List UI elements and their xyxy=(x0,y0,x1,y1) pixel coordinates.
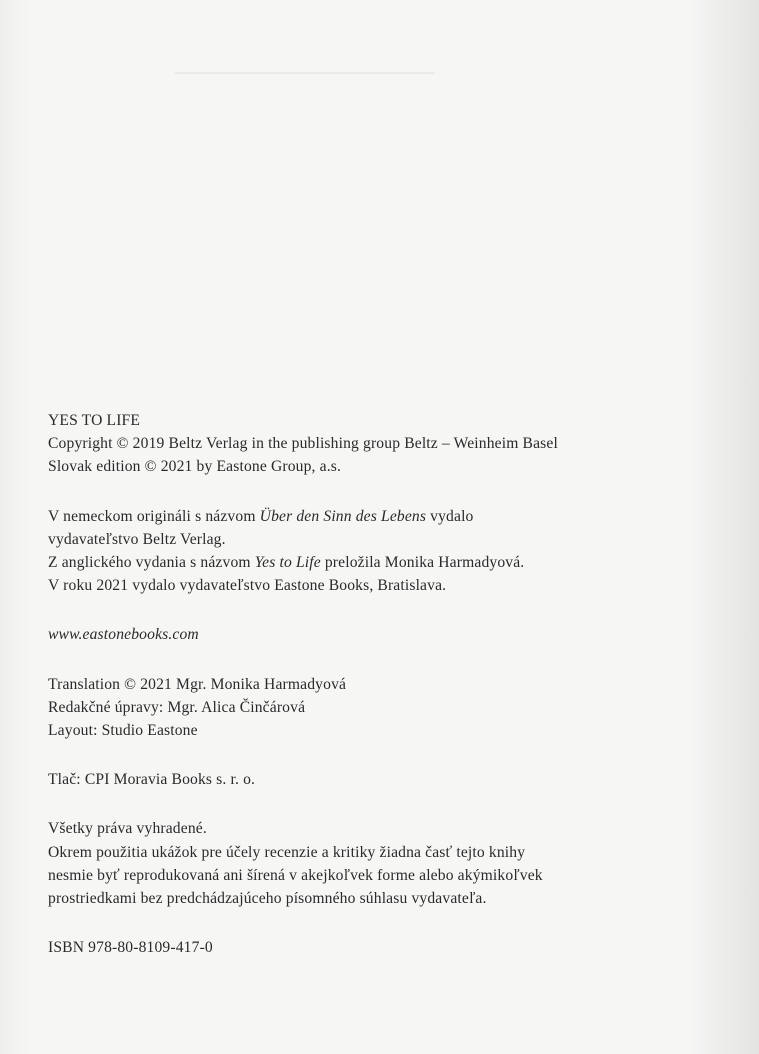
copyright-original: Copyright © 2019 Beltz Verlag in the publishing group Beltz – Weinheim Basel xyxy=(48,435,558,453)
website-link[interactable]: www.eastonebooks.com xyxy=(48,626,199,644)
editing-credit: Redakčné úpravy: Mgr. Alica Činčárová xyxy=(48,698,306,716)
original-suffix: vydalo xyxy=(426,507,474,525)
page-edge-shadow-left xyxy=(0,0,30,1054)
translation-source-line xyxy=(48,551,728,574)
translation-prefix: Z anglického vydania s názvom xyxy=(48,554,255,572)
spacer xyxy=(48,597,728,623)
publication-line: V roku 2021 vydalo vydavateľstvo Eastone Books, Bratislava. xyxy=(48,577,447,595)
bleed-through-rule xyxy=(175,72,435,74)
translation-suffix: preložila Monika Harmadyová. xyxy=(320,554,525,572)
spacer xyxy=(48,479,728,505)
original-publisher: vydavateľstvo Beltz Verlag. xyxy=(48,530,226,548)
spacer xyxy=(48,910,728,936)
colophon xyxy=(48,409,728,959)
translation-credit: Translation © 2021 Mgr. Monika Harmadyová xyxy=(48,675,347,693)
spacer xyxy=(48,791,728,817)
original-title: Über den Sinn des Lebens xyxy=(259,507,427,525)
original-prefix: V nemeckom origináli s názvom xyxy=(48,507,260,525)
bleed-through-title xyxy=(170,120,610,194)
copyright-slovak: Slovak edition © 2021 by Eastone Group, a.s. xyxy=(48,458,342,476)
original-edition-line xyxy=(48,505,728,528)
translation-title: Yes to Life xyxy=(254,554,321,572)
rights-text-line-2: nesmie byť reprodukovaná ani šírená v akejkoľvek forme alebo akýmikoľvek xyxy=(48,866,543,884)
rights-text-line-3: prostriedkami bez predchádzajúceho písomného súhlasu vydavateľa. xyxy=(48,890,487,908)
rights-text-line-1: Okrem použitia ukážok pre účely recenzie a kritiky žiadna časť tejto knihy xyxy=(48,843,526,861)
spacer xyxy=(48,647,728,673)
book-title: YES TO LIFE xyxy=(48,412,141,429)
spacer xyxy=(48,742,728,768)
print-credit: Tlač: CPI Moravia Books s. r. o. xyxy=(48,771,256,789)
rights-heading: Všetky práva vyhradené. xyxy=(48,820,207,838)
layout-credit: Layout: Studio Eastone xyxy=(48,722,198,740)
isbn: ISBN 978-80-8109-417-0 xyxy=(48,939,213,957)
